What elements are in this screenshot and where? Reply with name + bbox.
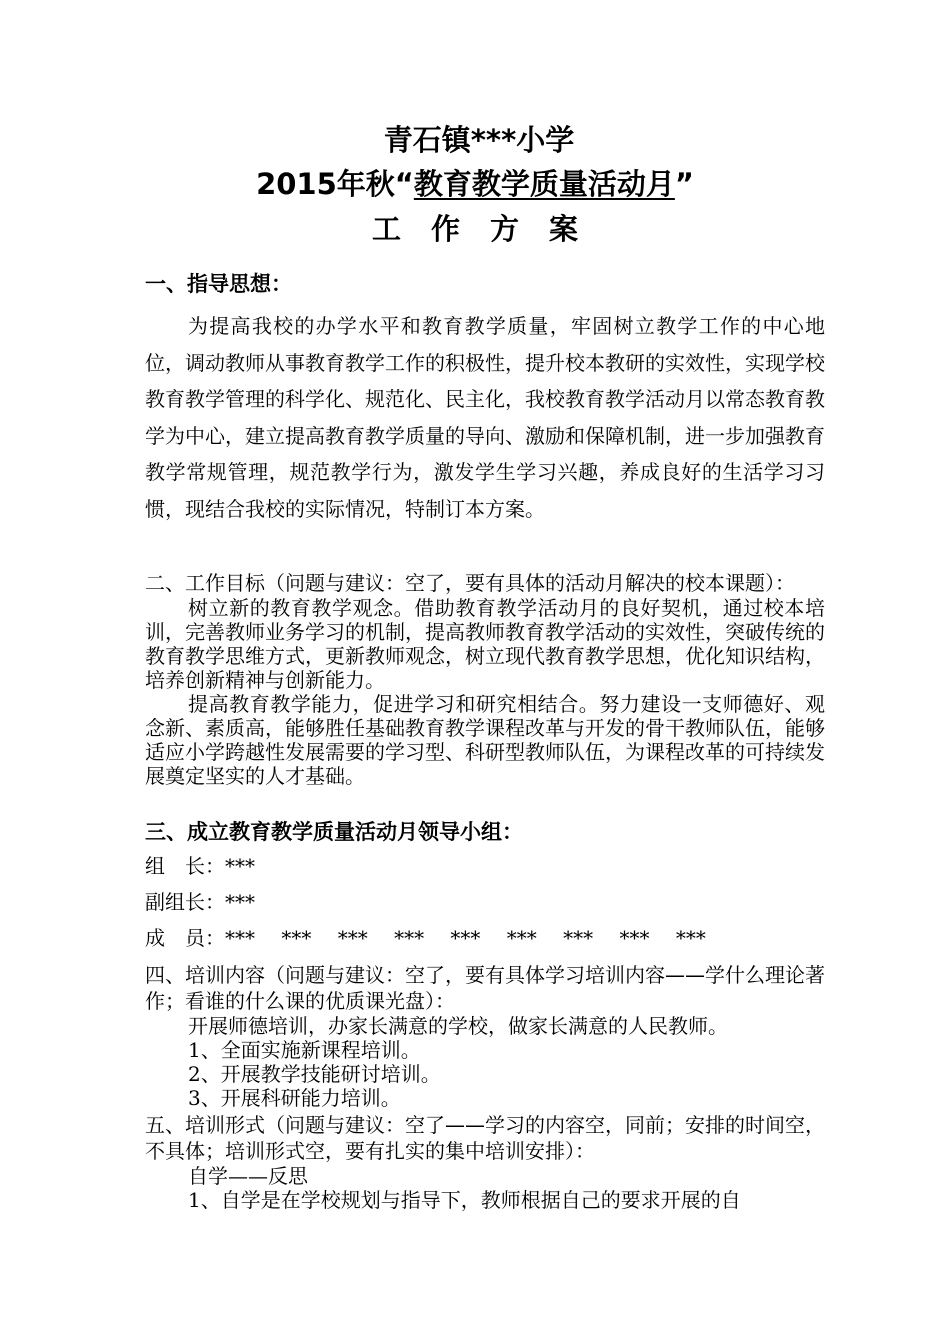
section-2-paragraph-1: 树立新的教育教学观念。借助教育教学活动月的良好契机，通过校本培训，完善教师业务学习的机制，提高教师教育教学活动的实效性，突破传统的教育教学思维方式，更新教师观念，树立现代教育教学思想，优化知识结构，培养创新精神与创新能力。 [145,596,825,692]
section-leadership-group [145,818,825,956]
section-training-content [145,962,825,1110]
section-1-heading: 一、指导思想： [145,272,292,296]
school-name-title: 青石镇***小学 [383,123,575,157]
training-form-item: 1、自学是在学校规划与指导下，教师根据自己的要求开展的自 [188,1188,741,1212]
activity-title-prefix: 2015年秋“ [256,167,414,201]
section-work-goals [145,570,825,788]
deputy-leader-row: 副组长：*** [145,890,255,914]
section-5-heading: 五、培训形式（问题与建议：空了——学习的内容空，同前；安排的时间空，不具体；培训形式空，要有扎实的集中培训安排）： [145,1113,825,1163]
training-form-item: 自学——反思 [188,1164,308,1188]
section-2-paragraph-2: 提高教育教学能力，促进学习和研究相结合。努力建设一支师德好、观念新、素质高，能够胜任基础教育教学课程改革与开发的骨干教师队伍，能够适应小学跨越性发展需要的学习型、科研型教师队伍，为课程改革的可持续发展奠定坚实的人才基础。 [145,692,825,788]
section-3-heading: 三、成立教育教学质量活动月领导小组： [145,820,523,844]
activity-title [0,162,950,206]
training-item: 1、全面实施新课程培训。 [188,1038,421,1062]
group-leader-row: 组 长：*** [145,854,255,878]
plan-title: 工作方案 [371,212,608,246]
activity-title-underlined: 教育教学质量活动月 [413,167,675,201]
training-item: 2、开展教学技能研讨培训。 [188,1062,441,1086]
document-title-block [0,118,950,252]
training-item: 开展师德培训，办家长满意的学校，做家长满意的人民教师。 [188,1014,728,1038]
section-1-paragraph: 为提高我校的办学水平和教育教学质量，牢固树立教学工作的中心地位，调动教师从事教育教学工作的积极性，提升校本教研的实效性，实现学校教育教学管理的科学化、规范化、民主化，我校教育教学活动月以常态教育教学为中心，建立提高教育教学质量的导向、激励和保障机制，进一步加强教育教学常规管理，规范教学行为，激发学生学习兴趣，养成良好的生活学习习惯，现结合我校的实际情况，特制订本方案。 [145,314,825,521]
section-4-heading: 四、培训内容（问题与建议：空了，要有具体学习培训内容——学什么理论著作；看谁的什么课的优质课光盘）： [145,963,825,1013]
section-2-heading: 二、工作目标（问题与建议：空了，要有具体的活动月解决的校本课题）： [145,571,795,595]
activity-title-suffix: ” [674,167,694,201]
training-item: 3、开展科研能力培训。 [188,1086,401,1110]
section-guiding-ideology [145,270,825,527]
section-training-form [145,1112,825,1212]
members-row: 成 员：*** *** *** *** *** *** *** *** *** [145,926,706,950]
